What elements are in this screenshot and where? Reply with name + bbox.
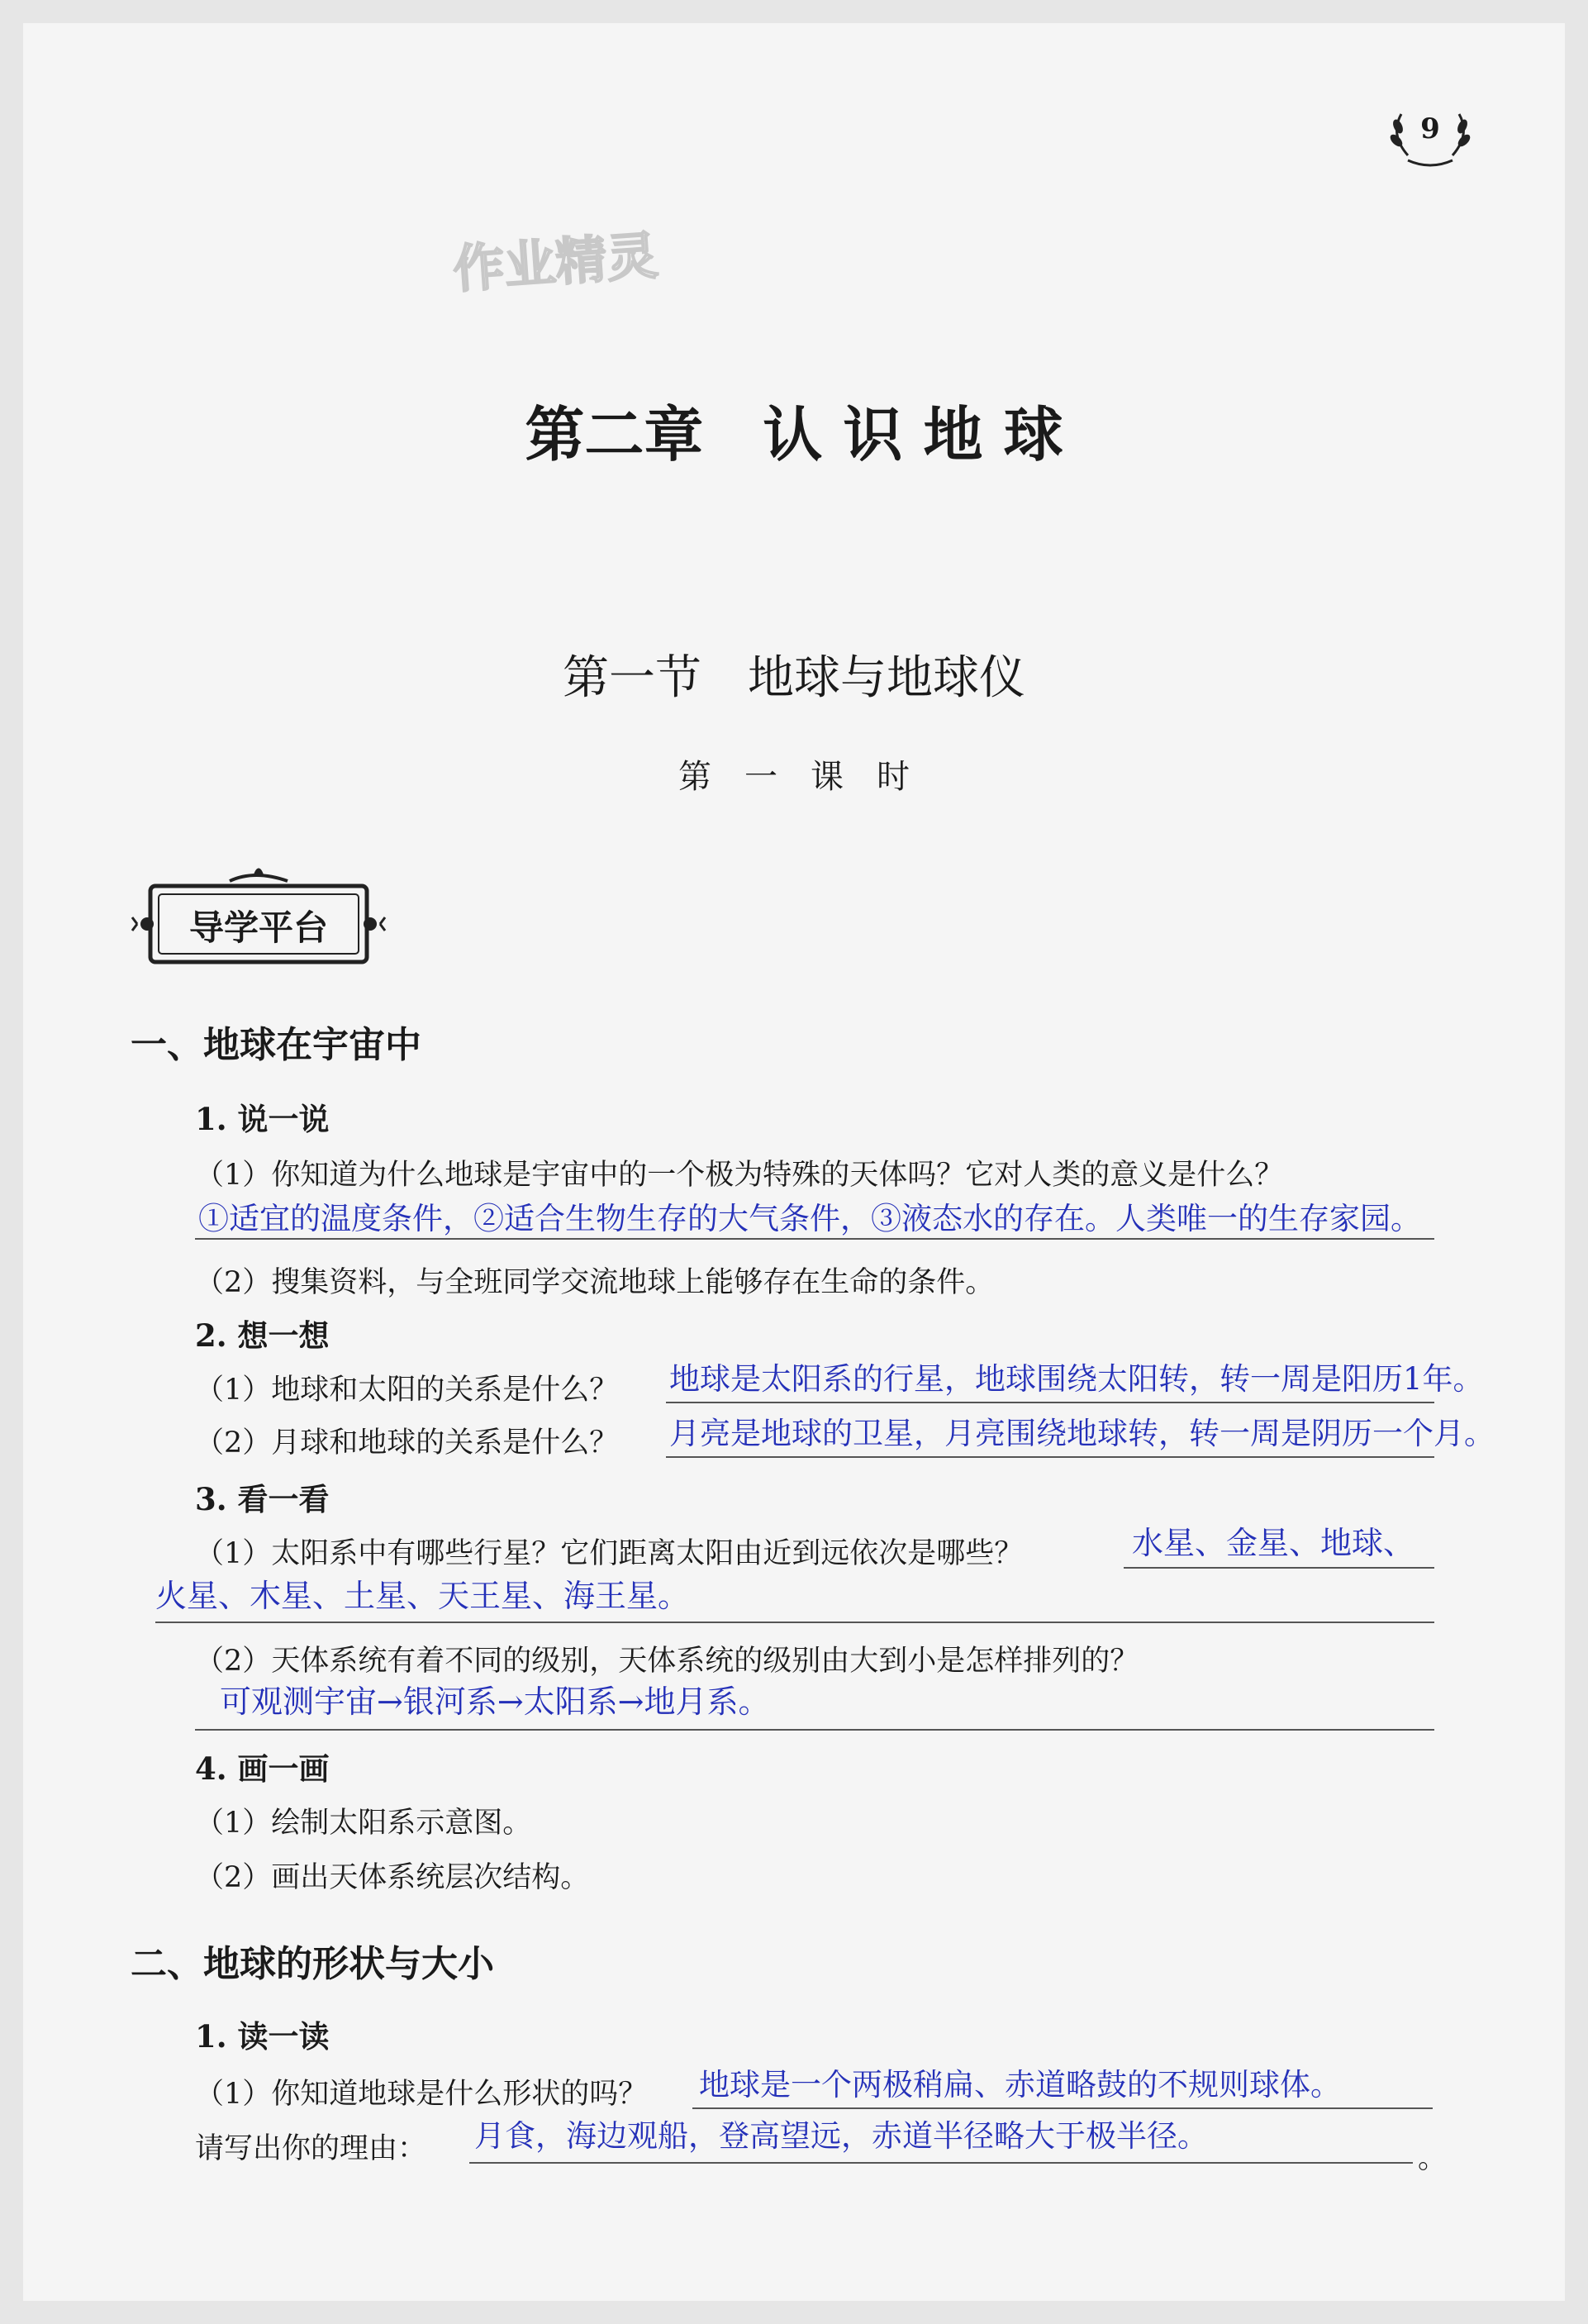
- banner-label: 导学平台: [188, 907, 328, 948]
- p2-s1-q1: （1）你知道地球是什么形状的吗？: [195, 2078, 648, 2111]
- s3-a1-answer-part1: 水星、金星、地球、: [1132, 1525, 1415, 1561]
- page-number-badge: [1385, 98, 1476, 172]
- s3-a1-line2: [155, 1622, 1434, 1623]
- s1-title: 1. 说一说: [195, 1101, 330, 1137]
- s3-a1-answer-part2: 火星、木星、土星、天王星、海王星。: [155, 1578, 690, 1614]
- s3-a2-line: [195, 1729, 1434, 1731]
- s2-a2-answer: 月亮是地球的卫星，月亮围绕地球转，转一周是阴历一个月。: [669, 1416, 1495, 1451]
- s1-a1-answer: ①适宜的温度条件，②适合生物生存的大气条件，③液态水的存在。人类唯一的生存家园。: [198, 1201, 1421, 1236]
- s1-q2: （2）搜集资料，与全班同学交流地球上能够存在生命的条件。: [195, 1266, 995, 1299]
- s4-title: 4. 画一画: [195, 1750, 330, 1787]
- s4-q2: （2）画出天体系统层次结构。: [195, 1861, 590, 1894]
- p2-s1-a1-line: [692, 2107, 1433, 2109]
- s2-a1-line: [666, 1402, 1434, 1403]
- p2-s1-end-mark: 。: [1418, 2142, 1448, 2175]
- watermark: 作业精灵: [451, 225, 660, 300]
- p2-s1-title: 1. 读一读: [195, 2018, 330, 2055]
- s2-a2-line: [666, 1456, 1434, 1458]
- s3-a1-line1: [1124, 1567, 1434, 1569]
- part2-heading: 二、地球的形状与大小: [131, 1943, 494, 1985]
- p2-s1-a2-answer: 月食，海边观船，登高望远，赤道半径略大于极半径。: [474, 2118, 1208, 2154]
- part1-heading: 一、地球在宇宙中: [131, 1024, 421, 1066]
- workbook-page: [23, 23, 1565, 2301]
- p2-s1-a1-answer: 地球是一个两极稍扁、赤道略鼓的不规则球体。: [699, 2067, 1341, 2103]
- s1-q1: （1）你知道为什么地球是宇宙中的一个极为特殊的天体吗？它对人类的意义是什么？: [195, 1159, 1284, 1192]
- s3-q2: （2）天体系统有着不同的级别，天体系统的级别由大到小是怎样排列的？: [195, 1645, 1139, 1678]
- s2-q1: （1）地球和太阳的关系是什么？: [195, 1374, 619, 1407]
- chapter-title: 第二章 认 识 地 球: [525, 399, 1063, 469]
- s2-title: 2. 想一想: [195, 1317, 330, 1354]
- s1-a1-line: [195, 1238, 1434, 1240]
- lesson-label: 第 一 课 时: [678, 758, 910, 796]
- s4-q1: （1）绘制太阳系示意图。: [195, 1807, 532, 1840]
- page-number: 9: [1420, 112, 1440, 145]
- s3-title: 3. 看一看: [195, 1481, 330, 1517]
- p2-s1-a2-line: [469, 2162, 1413, 2164]
- s3-a2-answer: 可观测宇宙→银河系→太阳系→地月系。: [220, 1683, 770, 1720]
- s2-q2: （2）月球和地球的关系是什么？: [195, 1426, 619, 1460]
- banner: [131, 858, 387, 974]
- section-title: 第一节 地球与地球仪: [563, 651, 1025, 705]
- s2-a1-answer: 地球是太阳系的行星，地球围绕太阳转，转一周是阳历1年。: [669, 1361, 1484, 1397]
- p2-s1-q2: 请写出你的理由：: [195, 2132, 427, 2165]
- s3-q1: （1）太阳系中有哪些行星？它们距离太阳由近到远依次是哪些？: [195, 1537, 1024, 1570]
